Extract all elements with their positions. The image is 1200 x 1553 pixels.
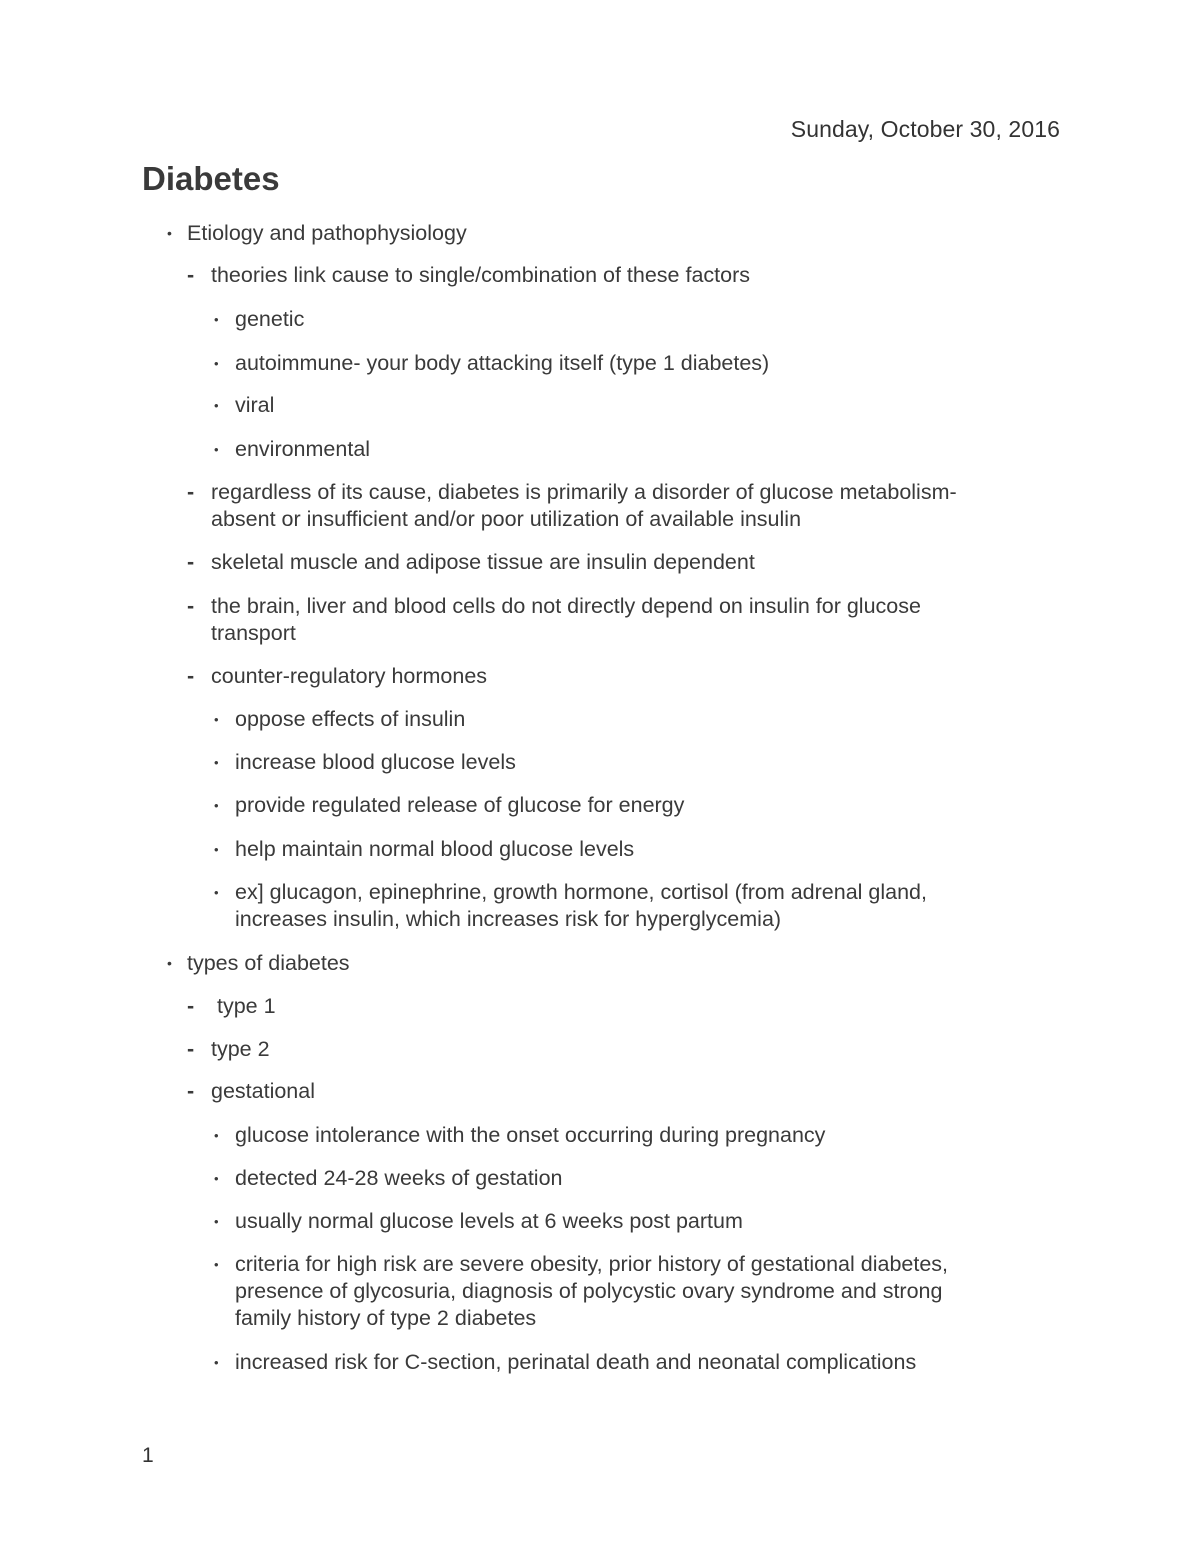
- list-item: [187, 1036, 270, 1063]
- list-item-text-continued: absent or insufficient and/or poor utilization of available insulin: [211, 507, 802, 531]
- list-item-text: genetic: [235, 307, 305, 331]
- list-item-text: autoimmune- your body attacking itself (type 1 diabetes): [235, 351, 770, 375]
- list-item-text: help maintain normal blood glucose levels: [235, 837, 635, 861]
- list-item-text: theories link cause to single/combination of these factors: [211, 263, 750, 287]
- list-item-text-continued: family history of type 2 diabetes: [235, 1306, 537, 1330]
- list-item: [167, 220, 467, 247]
- bullet-marker: •: [214, 712, 219, 727]
- dash-marker: -: [187, 994, 195, 1018]
- bullet-marker: •: [214, 1355, 219, 1370]
- list-item-text: detected 24-28 weeks of gestation: [235, 1166, 563, 1190]
- list-item: [214, 792, 685, 819]
- list-item-text: regardless of its cause, diabetes is primarily a disorder of glucose metabolism-: [211, 480, 957, 504]
- list-item-text: glucose intolerance with the onset occurring during pregnancy: [235, 1123, 826, 1147]
- list-item: [187, 993, 276, 1020]
- list-item-text-continued: transport: [211, 621, 296, 645]
- dash-marker: -: [187, 263, 195, 287]
- list-item: [187, 262, 750, 289]
- list-item: [214, 306, 305, 333]
- list-item-text: ex] glucagon, epinephrine, growth hormone, cortisol (from adrenal gland,: [235, 880, 927, 904]
- list-item-text: type 2: [211, 1037, 270, 1061]
- list-item-text: Etiology and pathophysiology: [187, 221, 467, 245]
- dash-marker: -: [187, 480, 195, 504]
- bullet-marker: •: [167, 955, 172, 971]
- list-item: [214, 1208, 743, 1235]
- bullet-marker: •: [214, 1257, 219, 1272]
- list-item-text: criteria for high risk are severe obesity, prior history of gestational diabetes,: [235, 1252, 949, 1276]
- dash-marker: -: [187, 1079, 195, 1103]
- list-item-text: increased risk for C-section, perinatal death and neonatal complications: [235, 1350, 917, 1374]
- list-item-text: provide regulated release of glucose for energy: [235, 793, 685, 817]
- bullet-marker: •: [214, 755, 219, 770]
- bullet-marker: •: [214, 356, 219, 371]
- list-item-text: oppose effects of insulin: [235, 707, 466, 731]
- list-item-text-continued: increases insulin, which increases risk for hyperglycemia): [235, 907, 782, 931]
- list-item: [214, 350, 770, 377]
- list-item: [214, 392, 275, 419]
- document-date: Sunday, October 30, 2016: [790, 116, 1060, 142]
- list-item: [214, 1251, 949, 1332]
- list-item: [214, 706, 466, 733]
- dash-marker: -: [187, 1037, 195, 1061]
- list-item: [214, 1349, 917, 1376]
- dash-marker: -: [187, 664, 195, 688]
- list-item-text: the brain, liver and blood cells do not directly depend on insulin for glucose: [211, 594, 921, 618]
- bullet-marker: •: [214, 312, 219, 327]
- list-item: [214, 436, 371, 463]
- list-item: [187, 593, 921, 647]
- list-item-text: increase blood glucose levels: [235, 750, 516, 774]
- list-item: [187, 549, 755, 576]
- list-item-text: viral: [235, 393, 275, 417]
- bullet-marker: •: [214, 798, 219, 813]
- list-item-text: counter-regulatory hormones: [211, 664, 488, 688]
- list-item: [214, 1122, 826, 1149]
- list-item: [214, 1165, 563, 1192]
- list-item-text: usually normal glucose levels at 6 weeks post partum: [235, 1209, 743, 1233]
- bullet-marker: •: [214, 1214, 219, 1229]
- list-item: [167, 950, 350, 977]
- list-item-text: types of diabetes: [187, 951, 350, 975]
- list-item-text: gestational: [211, 1079, 315, 1103]
- bullet-marker: •: [214, 442, 219, 457]
- page-title: Diabetes: [142, 160, 280, 197]
- dash-marker: -: [187, 550, 195, 574]
- list-item: [187, 663, 488, 690]
- list-item: [187, 479, 957, 533]
- list-item: [214, 749, 516, 776]
- list-item-text: type 1: [211, 994, 276, 1018]
- list-item-text: environmental: [235, 437, 371, 461]
- bullet-marker: •: [167, 225, 172, 241]
- page-number: 1: [142, 1444, 154, 1467]
- bullet-marker: •: [214, 1171, 219, 1186]
- list-item: [214, 879, 927, 933]
- bullet-marker: •: [214, 1128, 219, 1143]
- bullet-marker: •: [214, 842, 219, 857]
- bullet-marker: •: [214, 398, 219, 413]
- list-item-text: skeletal muscle and adipose tissue are insulin dependent: [211, 550, 755, 574]
- list-item: [187, 1078, 315, 1105]
- bullet-marker: •: [214, 885, 219, 900]
- list-item: [214, 836, 635, 863]
- list-item-text-continued: presence of glycosuria, diagnosis of polycystic ovary syndrome and strong: [235, 1279, 943, 1303]
- dash-marker: -: [187, 594, 195, 618]
